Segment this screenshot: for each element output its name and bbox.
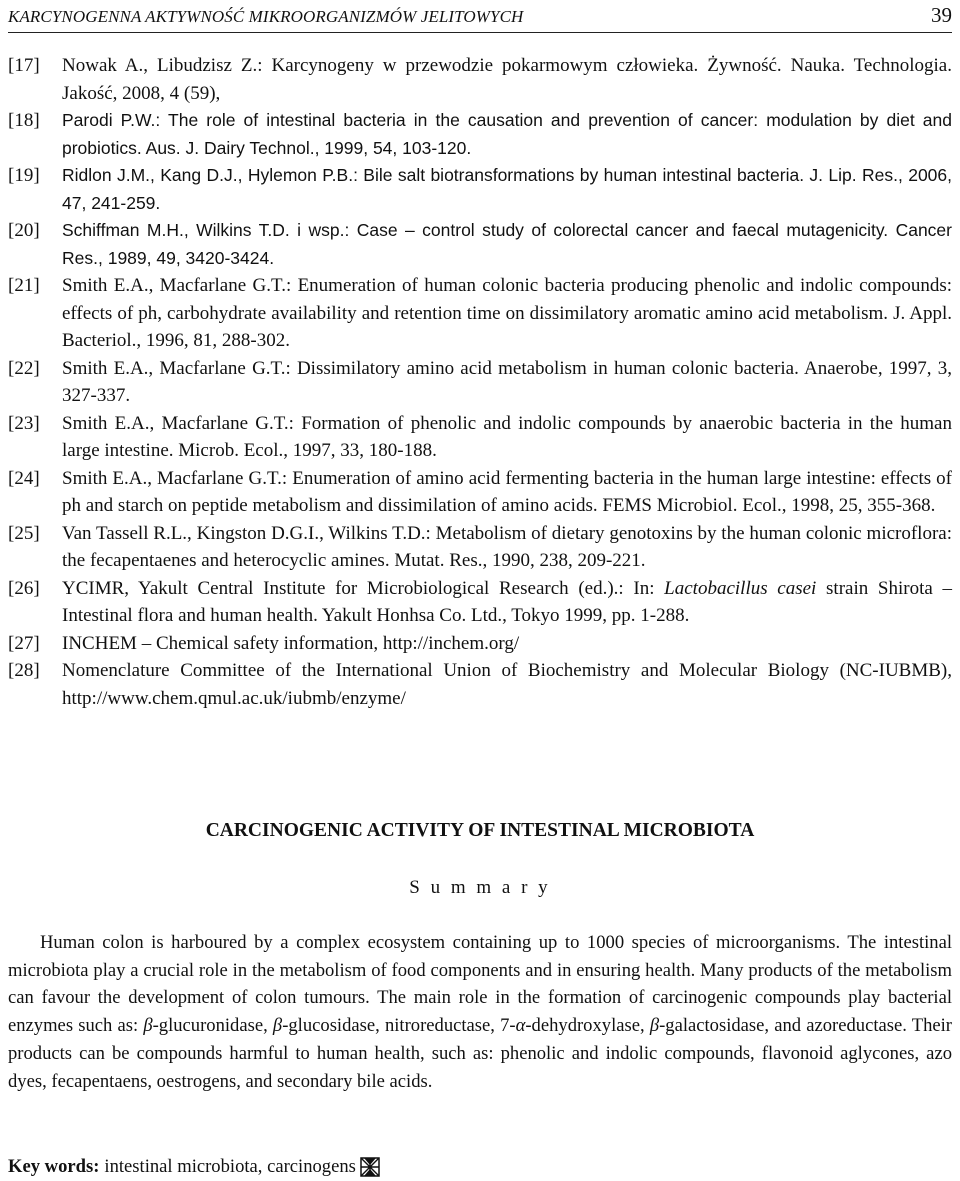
reference-text bbox=[62, 217, 952, 272]
reference-text-part: Ridlon J.M., Kang D.J., Hylemon P.B.: Bile salt biotransformations by human intestinal bacteria. J. Lip. Res., 2006, 47, 241-259. bbox=[62, 165, 952, 213]
reference-text-part: Parodi P.W.: The role of intestinal bacteria in the causation and prevention of cancer: modulation by diet and probiotics. Aus. J. Dairy Technol., 1999, 54, 103-120. bbox=[62, 110, 952, 158]
reference-text-part: strain Shirota – Intestinal flora and human health. Yakult Honhsa Co. Ltd., Tokyo 1999, pp. 1-288. bbox=[62, 577, 952, 626]
reference-text bbox=[62, 630, 952, 658]
reference-text-part: INCHEM – Chemical safety information, http://inchem.org/ bbox=[62, 632, 520, 654]
reference-number: [22] bbox=[8, 357, 40, 379]
reference-text bbox=[62, 520, 952, 575]
reference-number: [25] bbox=[8, 522, 40, 544]
end-mark-icon bbox=[360, 1157, 380, 1177]
reference-item bbox=[8, 630, 952, 658]
reference-item bbox=[8, 520, 952, 575]
reference-number: [20] bbox=[8, 220, 40, 241]
abstract-text-part: -galactosidase, and azoreductase. Their products can be compounds harmful to human health, such as: phenolic and indolic compounds, flavonoid aglycones, azo dyes, fecapentaens, oestrogens, and secondary bile acids. bbox=[8, 1015, 953, 1092]
reference-item bbox=[8, 52, 952, 107]
reference-item bbox=[8, 575, 952, 630]
reference-item bbox=[8, 355, 952, 410]
reference-text-part: Smith E.A., Macfarlane G.T.: Dissimilatory amino acid metabolism in human colonic bacteria. Anaerobe, 1997, 3, 327-337. bbox=[62, 357, 952, 406]
reference-text-part: YCIMR, Yakult Central Institute for Microbiological Research (ed.).: In: bbox=[62, 577, 665, 599]
reference-text bbox=[62, 355, 952, 410]
summary-title: CARCINOGENIC ACTIVITY OF INTESTINAL MICROBIOTA bbox=[205, 820, 755, 841]
reference-text-part: Nowak A., Libudzisz Z.: Karcynogeny w przewodzie pokarmowym człowieka. Żywność. Nauka. Technologia. Jakość, 2008, 4 (59), bbox=[62, 55, 952, 104]
reference-number: [18] bbox=[8, 110, 40, 131]
reference-number: [24] bbox=[8, 467, 40, 489]
reference-text-part: Smith E.A., Macfarlane G.T.: Formation of phenolic and indolic compounds by anaerobic bacteria in the human large intestine. Microb. Ecol., 1997, 33, 180-188. bbox=[62, 412, 952, 461]
reference-text-part: Nomenclature Committee of the International Union of Biochemistry and Molecular Biology (NC-IUBMB), http://www.chem.qmul.ac.uk/iubmb/enzyme/ bbox=[62, 660, 952, 709]
reference-number: [28] bbox=[8, 660, 40, 681]
abstract-text-part: -glucuronidase, bbox=[152, 1015, 273, 1037]
reference-text bbox=[62, 272, 952, 355]
running-title: KARCYNOGENNA AKTYWNOŚĆ MIKROORGANIZMÓW JELITOWYCH bbox=[8, 7, 524, 26]
abstract-text-part: α bbox=[515, 1015, 526, 1037]
reference-text bbox=[62, 465, 952, 520]
reference-item bbox=[8, 410, 952, 465]
reference-item bbox=[8, 272, 952, 355]
keywords-line bbox=[8, 1156, 380, 1178]
abstract-text-part: β bbox=[272, 1015, 283, 1037]
reference-number: [17] bbox=[8, 55, 40, 76]
reference-item bbox=[8, 657, 952, 712]
reference-number: [26] bbox=[8, 577, 40, 599]
reference-number: [23] bbox=[8, 412, 40, 434]
reference-item bbox=[8, 217, 952, 272]
reference-text bbox=[62, 107, 952, 162]
reference-item bbox=[8, 107, 952, 162]
reference-item bbox=[8, 162, 952, 217]
reference-number: [19] bbox=[8, 165, 40, 186]
page-number: 39 bbox=[931, 3, 952, 27]
reference-item bbox=[8, 465, 952, 520]
reference-text bbox=[62, 410, 952, 465]
abstract-text-part: -dehydroxylase, bbox=[525, 1015, 650, 1037]
reference-number: [27] bbox=[8, 632, 40, 654]
reference-text-part: Lactobacillus casei bbox=[664, 577, 817, 599]
reference-text bbox=[62, 657, 952, 712]
reference-text-part: Schiffman M.H., Wilkins T.D. i wsp.: Case – control study of colorectal cancer and faecal mutagenicity. Cancer Res., 1989, 49, 3420-3424. bbox=[62, 220, 952, 268]
reference-text bbox=[62, 162, 952, 217]
reference-number: [21] bbox=[8, 275, 40, 296]
abstract-paragraph bbox=[8, 929, 952, 1095]
summary-heading: S u m m a r y bbox=[409, 877, 551, 898]
reference-text bbox=[62, 575, 952, 630]
reference-text-part: Van Tassell R.L., Kingston D.G.I., Wilkins T.D.: Metabolism of dietary genotoxins by the human colonic microflora: the fecapentaenes and heterocyclic amines. Mutat. Res., 1990, 238, 209-221. bbox=[62, 522, 952, 571]
keywords-label: Key words: bbox=[8, 1156, 100, 1177]
abstract-text-part: β bbox=[649, 1015, 660, 1037]
reference-text bbox=[62, 52, 952, 107]
reference-list bbox=[8, 52, 952, 712]
reference-text-part: Smith E.A., Macfarlane G.T.: Enumeration of human colonic bacteria producing phenolic and indolic compounds: effects of ph, carbohydrate availability and retention time on dissimilatory aromatic amino acid metabolism. J. Appl. Bacteriol., 1996, 81, 288-302. bbox=[62, 275, 952, 351]
abstract-text-part: β bbox=[143, 1015, 153, 1037]
reference-text-part: Smith E.A., Macfarlane G.T.: Enumeration of amino acid fermenting bacteria in the human large intestine: effects of ph and starch on peptide metabolism and dissimilation of amino acids. FEMS Microbiol. Ecol., 1998, 25, 355-368. bbox=[62, 467, 952, 516]
keywords-value: intestinal microbiota, carcinogens bbox=[104, 1156, 356, 1177]
abstract-text-part: -glucosidase, nitroreductase, 7- bbox=[282, 1015, 516, 1037]
abstract-text-part: Human colon is harboured by a complex ecosystem containing up to 1000 species of microorganisms. The intestinal microbiota play a crucial role in the metabolism of food components and in ensuring health. Many products of the metabolism can favour the development of colon tumours. The main role in the formation of carcinogenic compounds play bacterial enzymes such as: bbox=[8, 932, 952, 1037]
running-header bbox=[8, 2, 952, 33]
